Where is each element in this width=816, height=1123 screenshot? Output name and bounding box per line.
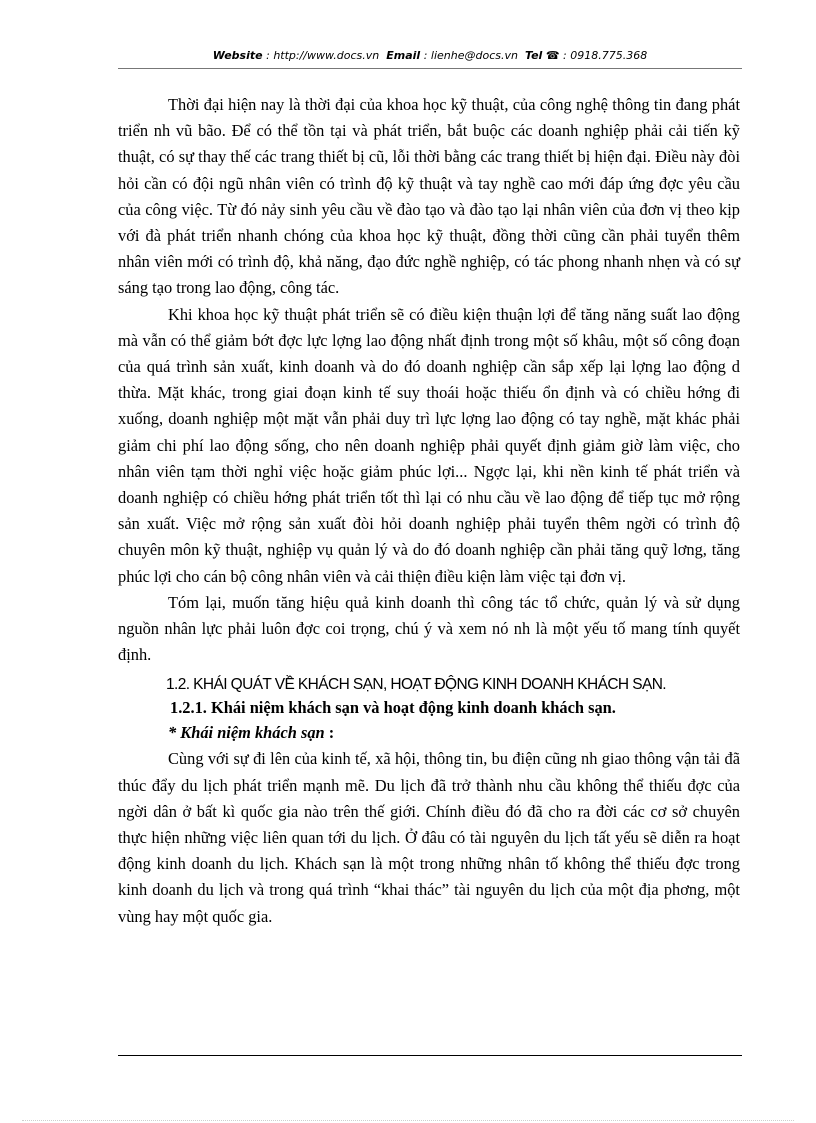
paragraph-conclusion: Tóm lại, muốn tăng hiệu quả kinh doanh thì công tác tổ chức, quản lý và sử dụng nguồn nhân lực phải luôn đợc coi trọng, chú ý và xem nó nh là một yếu tố mang tính quyết định. bbox=[118, 592, 740, 665]
phone-icon: ☎ bbox=[545, 49, 560, 62]
subsection-heading-1-2-1: 1.2.1. Khái niệm khách sạn và hoạt động kinh doanh khách sạn. bbox=[170, 698, 616, 718]
website-label: Website bbox=[212, 49, 263, 62]
website-separator: : bbox=[262, 49, 274, 62]
tel-label: Tel bbox=[524, 49, 543, 62]
footer-divider bbox=[118, 1055, 742, 1056]
page-bottom-dotted-line bbox=[22, 1120, 794, 1121]
page-header bbox=[118, 46, 742, 66]
paragraph-labor-productivity: Khi khoa học kỹ thuật phát triển sẽ có điều kiện thuận lợi để tăng năng suất lao động mà vẫn có thể giảm bớt đợc lực lợng lao động nhất định trong một số khâu, một số công đoạn của quá trình sản xuất, kinh doanh và do đó doanh nghiệp cần sắp xếp lại lợng lao động d thừa. Mặt khác, trong giai đoạn kinh tế suy thoái hoặc thiếu ổn định và có chiều hớng đi xuống, doanh nghiệp một mặt vẫn phải duy trì lực lợng lao động có tay nghề, mặt khác phải giảm chi phí lao động sống, cho nên doanh nghiệp phải quyết định giảm giờ làm việc, cho nhân viên tạm thời nghỉ việc hoặc giảm phúc lợi... Ngợc lại, khi nền kinh tế phát triển và doanh nghiệp có chiều hớng phát triển tốt thì lại có nhu cầu về lao động để tiếp tục mở rộng sản xuất. Việc mở rộng sản xuất đòi hỏi doanh nghiệp phải tuyển thêm ngời có trình độ chuyên môn kỹ thuật, nghiệp vụ quản lý và do đó doanh nghiệp cần phải tăng quỹ lơng, tăng phúc lợi cho cán bộ công nhân viên và cải thiện điều kiện làm việc tại đơn vị. bbox=[118, 304, 740, 586]
email-label: Email bbox=[386, 49, 421, 62]
website-link[interactable]: http://www.docs.vn bbox=[273, 49, 380, 62]
concept-heading-colon: : bbox=[324, 723, 335, 743]
section-heading-1-2: 1.2. KHÁI QUÁT VỀ KHÁCH SẠN, HOẠT ĐỘNG KINH DOANH KHÁCH SẠN. bbox=[166, 676, 667, 694]
email-separator: : bbox=[420, 49, 431, 62]
concept-heading-text: * Khái niệm khách sạn bbox=[168, 723, 325, 743]
paragraph-hotel-concept: Cùng với sự đi lên của kinh tế, xã hội, thông tin, bu điện cũng nh giao thông vận tải đã thúc đẩy du lịch phát triển mạnh mẽ. Du lịch đã trở thành nhu cầu không thể thiếu đợc của ngời dân ở bất kì quốc gia nào trên thế giới. Chính điều đó đã cho ra đời các cơ sở chuyên thực hiện những việc liên quan tới du lịch. Ở đâu có tài nguyên du lịch tất yếu sẽ diễn ra hoạt động kinh doanh du lịch. Khách sạn là một trong những nhân tố không thể thiếu đợc trong kinh doanh du lịch và trong quá trình “khai thác” tài nguyên du lịch của một địa phơng, một vùng hay một quốc gia. bbox=[118, 749, 740, 926]
document-body bbox=[118, 92, 740, 930]
paragraph-technology: Thời đại hiện nay là thời đại của khoa học kỹ thuật, của công nghệ thông tin đang phát triển nh vũ bão. Để có thể tồn tại và phát triển, bắt buộc các doanh nghiệp phải cải tiến kỹ thuật, có sự thay thế các trang thiết bị cũ, lỗi thời bằng các trang thiết bị hiện đại. Điều này đòi hỏi cần có đội ngũ nhân viên có trình độ kỹ thuật và tay nghề cao mới đáp ứng đợc yêu cầu của công việc. Từ đó nảy sinh yêu cầu về đào tạo và đào tạo lại nhân viên của đơn vị theo kịp với đà phát triển nhanh chóng của khoa học kỹ thuật, đồng thời cũng cần phải tuyển thêm nhân viên mới có trình độ, khả năng, đạo đức nghề nghiệp, có tác phong nhanh nhẹn và có sự sáng tạo trong lao động, công tác. bbox=[118, 95, 740, 298]
tel-number: : 0918.775.368 bbox=[559, 49, 648, 62]
concept-heading bbox=[118, 720, 740, 746]
header-divider bbox=[118, 68, 742, 69]
email-link[interactable]: lienhe@docs.vn bbox=[430, 49, 518, 62]
